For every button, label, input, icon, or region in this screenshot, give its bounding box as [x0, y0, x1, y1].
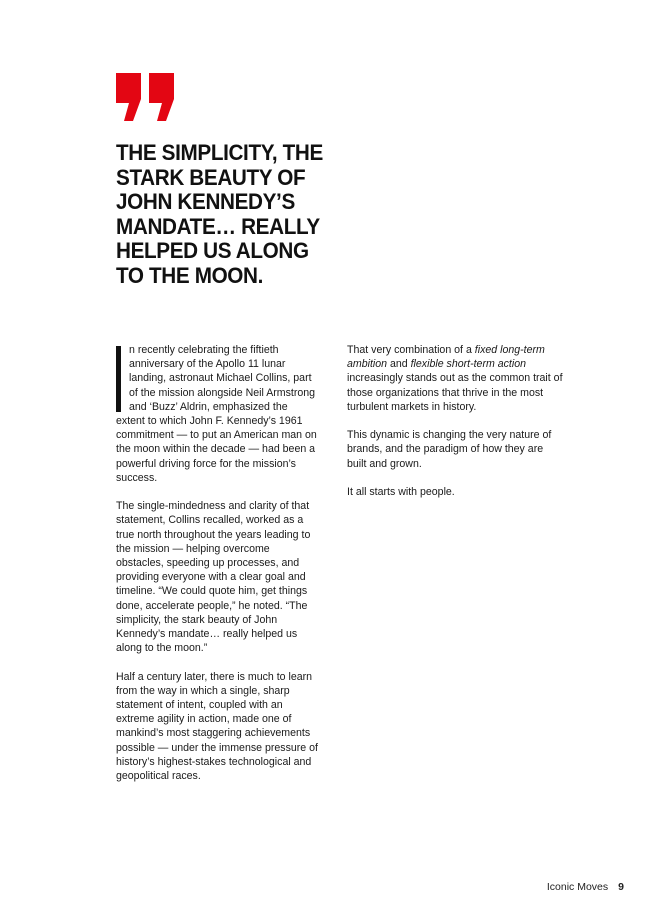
- body-paragraph: Half a century later, there is much to learn from the way in which a single, sharp statement of intent, coupled with an extreme agility in action, made one of mankind’s most staggering achievements possible — under the immense pressure of history’s highest-stakes technological and geopolitical races.: [116, 670, 318, 783]
- left-column: [116, 343, 320, 797]
- text-run: increasingly stands out as the common trait of those organizations that thrive in the most turbulent markets in history.: [347, 372, 563, 413]
- pull-quote: THE SIMPLICITY, THE STARK BEAUTY OF JOHN KENNEDY’S MANDATE… REALLY HELPED US ALONG TO THE MOON.: [116, 140, 323, 288]
- body-paragraph: The single-mindedness and clarity of that statement, Collins recalled, worked as a true north throughout the years leading to the mission — helping overcome obstacles, speeding up processes, and providing everyone with a clear goal and timeline. “We could quote him, get things done, accelerate people,” he noted. “The simplicity, the stark beauty of John Kennedy’s mandate… really helped us along to the moon.”: [116, 500, 311, 655]
- text-run: That very combination of a: [347, 344, 475, 356]
- lead-text-indented: n recently celebrating the fiftieth anniversary of the Apollo 11 lunar landing, astronaut Michael Collins, part of the mission alongside Neil Armstrong and ‘Buzz’ Aldrin, emphasized the: [129, 344, 316, 413]
- quotation-mark-icon: [116, 73, 174, 121]
- right-column: [347, 343, 563, 513]
- lead-paragraph: [116, 343, 320, 414]
- lead-text-continued: extent to which John F. Kennedy’s 1961 commitment — to put an American man on the moon within the decade — had been a powerful driving force for the mission’s success.: [116, 415, 317, 484]
- body-paragraph: It all starts with people.: [347, 486, 455, 498]
- drop-cap-letter-i: [116, 346, 121, 412]
- emphasis-text: flexible short-term action: [410, 358, 527, 371]
- body-paragraph: This dynamic is changing the very nature of brands, and the paradigm of how they are built and grown.: [347, 429, 552, 470]
- body-paragraph: [347, 343, 563, 414]
- page-footer: [547, 881, 624, 893]
- text-run: and: [387, 358, 411, 371]
- page-number: 9: [618, 881, 624, 893]
- emphasis-text: fixed long-term ambition: [347, 344, 545, 371]
- section-title: Iconic Moves: [546, 881, 609, 893]
